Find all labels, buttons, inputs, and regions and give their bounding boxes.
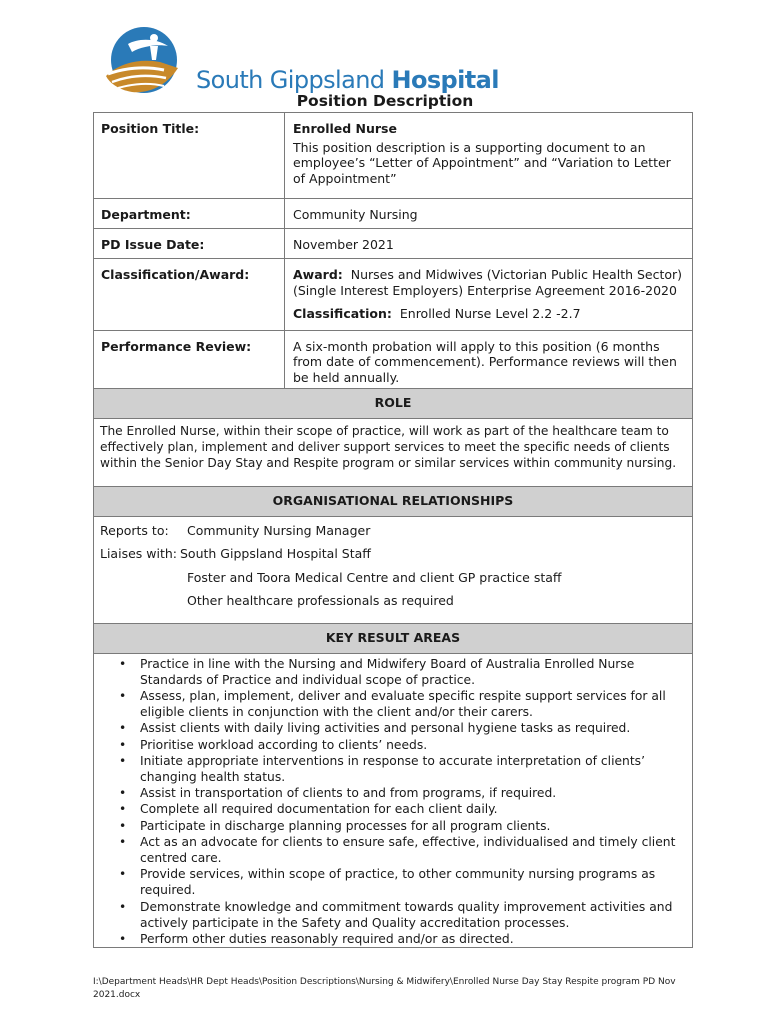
relationships-heading: ORGANISATIONAL RELATIONSHIPS [94,486,693,516]
list-item: • Participate in discharge planning processes for all program clients. [94,818,686,834]
issue-date-row [94,229,693,259]
list-item: • Initiate appropriate interventions in response to accurate interpretation of clients’ changing health status. [94,753,686,785]
list-item: • Complete all required documentation for each client daily. [94,801,686,817]
hospital-name: South Gippsland Hospital [196,66,499,94]
file-path-footer: I:\Department Heads\HR Dept Heads\Position Descriptions\Nursing & Midwifery\Enrolled Nurse Day Stay Respite program PD Nov 2021.docx [93,977,676,1000]
list-item: • Assess, plan, implement, deliver and evaluate specific respite support services for all eligible clients in conjunction with the client and/or their carers. [94,688,686,720]
role-body-row [94,418,693,486]
position-note: This position description is a supporting document to an employee’s “Letter of Appointment” and “Variation to Letter of Appointment” [293,139,671,186]
department-value: Community Nursing [285,199,693,229]
hospital-logo [98,24,498,94]
liaises-with-line [100,566,686,590]
role-heading: ROLE [94,388,693,418]
classification-text: Classification: Enrolled Nurse Level 2.2 -2.7 [293,306,581,321]
role-text: The Enrolled Nurse, within their scope of practice, will work as part of the healthcare team to effectively plan, implement and deliver support services to meet the specific needs of clients within the Senior Day Stay and Respite program or similar services within community nursing. [94,418,693,486]
page-title: Position Description [296,92,474,110]
classification-row [94,259,693,331]
key-results-list [94,656,686,948]
relationships-heading-row [94,486,693,516]
list-item: • Provide services, within scope of practice, to other community nursing programs as required. [94,866,686,898]
list-item: • Assist clients with daily living activities and personal hygiene tasks as required. [94,720,686,736]
relationships-body-row [94,516,693,623]
role-heading-row [94,388,693,418]
list-item: • Act as an advocate for clients to ensure safe, effective, individualised and timely client centred care. [94,834,686,866]
key-results-body [94,653,693,948]
award-text: Award: Nurses and Midwives (Victorian Public Health Sector) (Single Interest Employers) Enterprise Agreement 2016-2020 [293,267,683,298]
position-title-value: Enrolled Nurse [293,121,397,136]
position-title-cell [285,113,693,199]
hospital-emblem-icon [98,24,188,94]
key-results-heading: KEY RESULT AREAS [94,623,693,653]
reports-to-value: Community Nursing Manager [187,522,371,538]
liaises-with-value: Other healthcare professionals as required [187,593,454,608]
key-results-heading-row [94,623,693,653]
relationships-body [94,516,693,623]
classification-label: Classification/Award: [94,259,285,331]
position-table [93,112,693,948]
department-label: Department: [94,199,285,229]
classification-cell [285,259,693,331]
performance-label: Performance Review: [94,330,285,388]
liaises-with-line [100,589,686,613]
performance-value: A six-month probation will apply to this position (6 months from date of commencement). Performance reviews will then be held annually. [285,330,693,388]
list-item: • Prioritise workload according to clients’ needs. [94,737,686,753]
liaises-with-value: South Gippsland Hospital Staff [180,546,371,561]
reports-to-label: Reports to: [100,522,169,538]
list-item: • Practice in line with the Nursing and Midwifery Board of Australia Enrolled Nurse Standards of Practice and individual scope of practice. [94,656,686,688]
issue-date-label: PD Issue Date: [94,229,285,259]
liaises-with-label: Liaises with: [100,546,177,561]
department-row [94,199,693,229]
position-title-label: Position Title: [94,113,285,199]
issue-date-value: November 2021 [285,229,693,259]
reports-to-line [100,519,686,543]
key-results-body-row [94,653,693,948]
list-item: • Assist in transportation of clients to and from programs, if required. [94,785,686,801]
list-item: • Demonstrate knowledge and commitment towards quality improvement activities and actively participate in the Safety and Quality accreditation processes. [94,899,686,931]
list-item: • Perform other duties reasonably required and/or as directed. [94,931,686,947]
performance-row [94,330,693,388]
liaises-with-line [100,542,686,566]
position-title-row [94,113,693,199]
liaises-with-value: Foster and Toora Medical Centre and client GP practice staff [187,569,562,585]
